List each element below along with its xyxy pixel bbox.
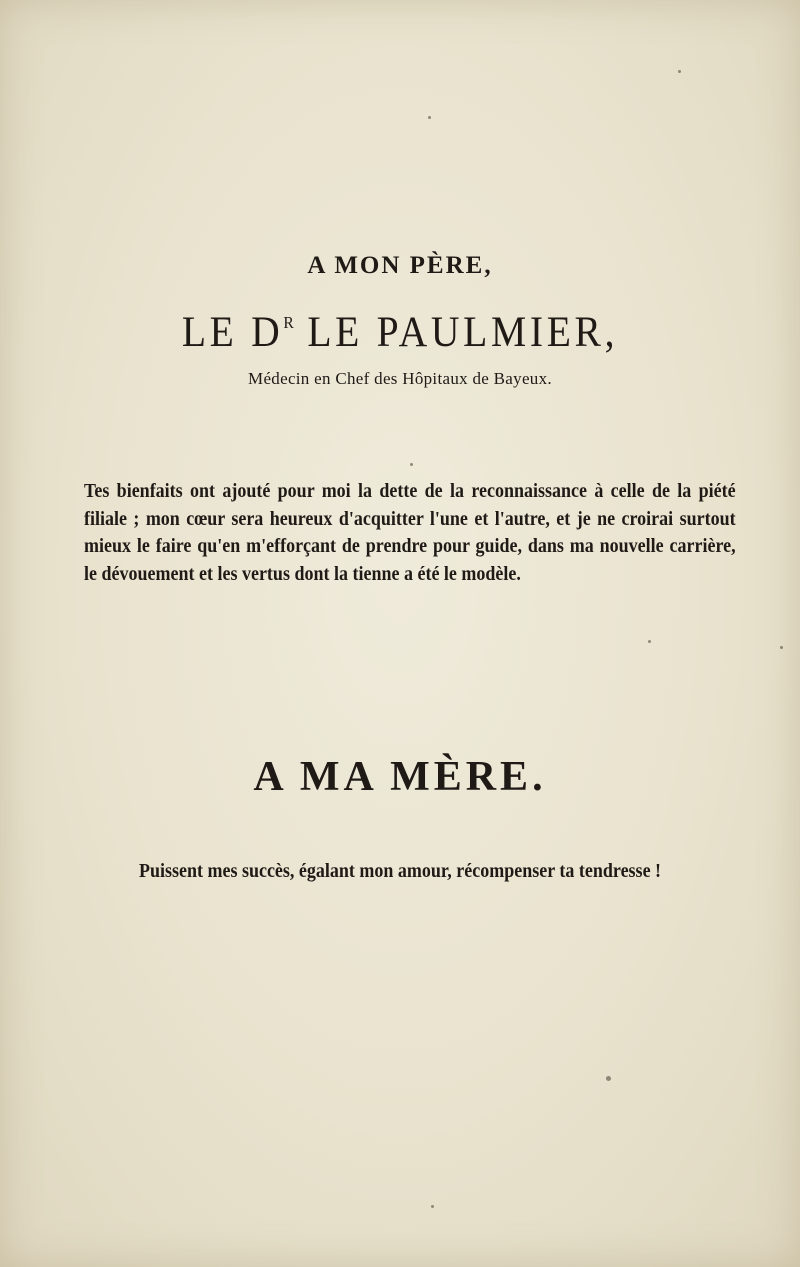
dedication-heading-mother: A MA MÈRE. (253, 754, 547, 800)
dedicatee-subtitle: Médecin en Chef des Hôpitaux de Bayeux. (248, 369, 552, 388)
dedication-paragraph: Tes bienfaits ont ajouté pour moi la dette de la reconnaissance à celle de la piété filiale ; mon cœur sera heureux d'acquitter l'une et l'autre, et je ne croirai surtout mieux le faire qu'en m'efforçant de prendre pour guide, dans ma nouvelle carrière, le dévouement et les vertus dont la tienne a été le modèle. (84, 480, 736, 585)
paper-speck (431, 1205, 434, 1208)
name-superscript: R (283, 313, 294, 332)
paper-speck (648, 640, 651, 643)
name-part-1: LE D (181, 309, 284, 356)
paper-speck (678, 70, 681, 73)
paper-speck (410, 463, 413, 466)
dedication-heading-father: A MON PÈRE, (307, 252, 493, 279)
paper-speck (606, 1076, 611, 1081)
dedicatee-name (32, 308, 768, 357)
closing-line: Puissent mes succès, égalant mon amour, récompenser ta tendresse ! (138, 860, 662, 882)
paper-speck (780, 646, 783, 649)
name-part-2: LE PAULMIER, (293, 309, 619, 356)
paper-speck (428, 116, 431, 119)
